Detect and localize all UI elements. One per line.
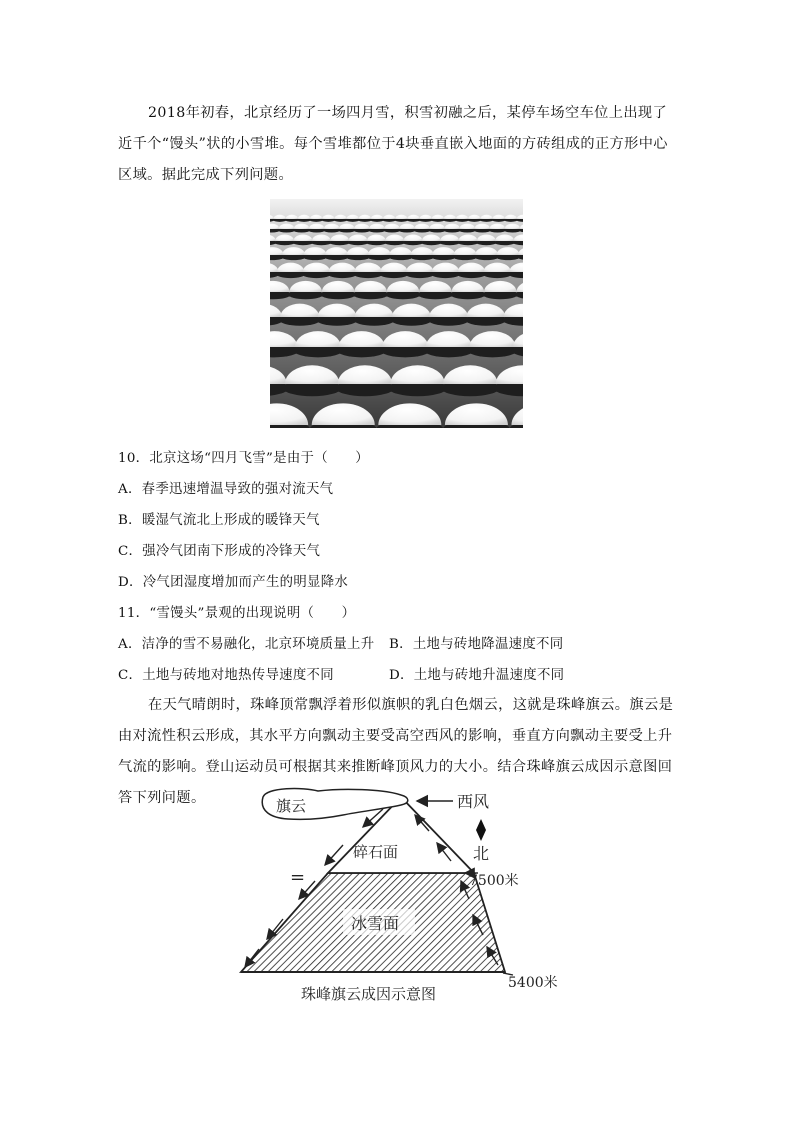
- north-marker-icon: [476, 819, 486, 841]
- west-wind-label: 西风: [457, 792, 490, 811]
- passage-intro-snow: 2018年初春，北京经历了一场四月雪，积雪初融之后，某停车场空车位上出现了近千个“馒头”状的小雪堆。每个雪堆都位于4块垂直嵌入地面的方砖组成的正方形中心区域。据此完成下列问题。: [118, 105, 668, 183]
- passage-flag-cloud: 在天气晴朗时，珠峰顶常飘浮着形似旗帜的乳白色烟云，这就是珠峰旗云。旗云是由对流性积云形成，其水平方向飘动主要受高空西风的影响，垂直方向飘动主要受上升气流的影响。登山运动员可根据其来推断峰顶风力的大小。结合珠峰旗云成因示意图回答下列问题。: [118, 697, 674, 806]
- rock-face-label: 碎石面: [353, 843, 399, 861]
- elevation-7500-label: 7500米: [469, 873, 519, 889]
- question-10-stem: 10．北京这场“四月飞雪”是由于（ ）: [118, 451, 369, 466]
- question-11-stem: 11．“雪馒头”景观的出现说明（ ）: [118, 606, 356, 621]
- equals-mark: =: [290, 867, 306, 888]
- diagram-caption: 珠峰旗云成因示意图: [301, 985, 437, 1003]
- flag-cloud-diagram: [233, 787, 565, 1005]
- question-11-option-d[interactable]: D．土地与砖地升温速度不同: [389, 668, 565, 683]
- question-11-option-a[interactable]: A．洁净的雪不易融化，北京环境质量上升: [118, 637, 375, 652]
- cloud-label: 旗云: [276, 797, 307, 815]
- question-10-option-a[interactable]: A．春季迅速增温导致的强对流天气: [118, 482, 334, 497]
- snow-mounds-photo: [270, 199, 523, 428]
- ice-face-label: 冰雪面: [351, 914, 400, 933]
- question-10-option-b[interactable]: B．暖湿气流北上形成的暖锋天气: [118, 513, 320, 528]
- question-11-option-b[interactable]: B．土地与砖地降温速度不同: [389, 637, 564, 652]
- question-10-option-d[interactable]: D．冷气团湿度增加而产生的明显降水: [118, 575, 349, 590]
- elevation-5400-label: 5400米: [508, 975, 558, 991]
- question-11-option-c[interactable]: C．土地与砖地对地热传导速度不同: [118, 668, 334, 683]
- north-label: 北: [473, 844, 490, 863]
- question-10-option-c[interactable]: C．强冷气团南下形成的冷锋天气: [118, 544, 321, 559]
